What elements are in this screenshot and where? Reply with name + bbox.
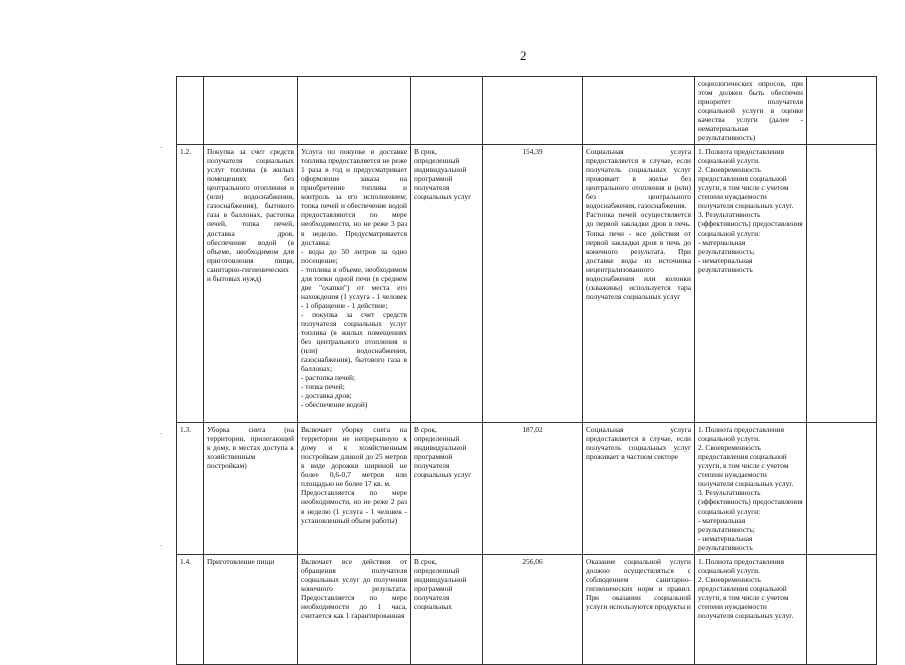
service-description: Включает все действия от обращения получателя социальных услуг до получения конечного результата. Предоставляется по мере необходимости до 1 часа, считается как 1 гарантированная — [298, 554, 411, 664]
service-term: В срок, определенный индивидуальной программой получателя социальных услуг — [411, 423, 483, 554]
table-row — [177, 77, 877, 145]
service-term: В срок, определенный индивидуальной программой получателя социальных — [411, 554, 483, 664]
empty-cell — [807, 77, 877, 145]
row-number — [177, 77, 204, 145]
row-number: 1.2. — [177, 145, 204, 423]
table-row — [177, 554, 877, 664]
service-conditions: Оказание социальной услуги должно осуществляться с соблюдением санитарно-гигиенических норм и правил. При оказании социальной услуги используются продукты и — [583, 554, 695, 664]
row-number: 1.4. — [177, 554, 204, 664]
row-number: 1.3. — [177, 423, 204, 554]
margin-mark: - — [160, 429, 163, 437]
service-price: 187,02 — [483, 423, 583, 554]
service-name: Покупка за счет средств получателя социальных услуг топлива (в жилых помещениях без центрального отопления и (или) водоснабжения, газоснабжения), бытового газа в баллонах, растопка печей, топка печей, доставка дров, обеспечение водой (в объеме, необходимом для приготовления пищи, санитарно-гигиенических и бытовых нужд) — [204, 145, 298, 423]
service-price: 154,39 — [483, 145, 583, 423]
page-number: 2 — [520, 48, 527, 63]
service-price: 256,06 — [483, 554, 583, 664]
service-quality: 1. Полнота предоставления социальной услуги. 2. Своевременность предоставления социальной услуги, в том числе с учетом степени нуждаемости получателя социальных услуг. 3. Результативность (эффективность) предоставления социальной услуги: - материальная результативность; - нематериальная результативность — [695, 145, 807, 423]
service-quality: социологических опросов, при этом должен быть обеспечен приоритет получателя социальной услуги в оценке качества услуги (далее - нематериальная результативность) — [695, 77, 807, 145]
service-term: В срок, определенный индивидуальной программой получателя социальных услуг — [411, 145, 483, 423]
service-description — [298, 77, 411, 145]
empty-cell — [807, 145, 877, 423]
service-term — [411, 77, 483, 145]
service-description: Включает уборку снега на территории не непрерывную к дому и к хозяйственным постройкам длиной до 25 метров в виде дорожки шириной не более 0,6-0,7 метров или площадью не более 17 кв. м. Предоставляется по мере необходимости, но не реже 2 раз в неделю (1 услуга - 1 человек - установленный объем работы) — [298, 423, 411, 554]
service-quality: 1. Полнота предоставления социальной услуги. 2. Своевременность предоставления социальной услуги, в том числе с учетом степени нуждаемости получателя социальных услуг. 3. Результативность (эффективность) предоставления социальной услуги: - материальная результативность; - нематериальная результативность — [695, 423, 807, 554]
services-table — [176, 76, 877, 665]
margin-mark: - — [160, 541, 163, 549]
service-conditions: Социальная услуга предоставляется в случае, если получатель социальных услуг проживает в частном секторе — [583, 423, 695, 554]
service-price — [483, 77, 583, 145]
service-conditions: Социальная услуга предоставляется в случае, если получатель социальных услуг проживает в жилье без центрального отопления и (или) без центрального водоснабжения, газоснабжения. Растопка печей осуществляется до первой закладки дров в печь. Топка печи - все действия от первой закладки дров в печь до конечного результата. При доставке воды из источника нецентрализованного водоснабжения или колонки (скважины) используется тара получателя социальных услуг — [583, 145, 695, 423]
table-row — [177, 145, 877, 423]
service-description: Услуга по покупке и доставке топлива предоставляется не реже 1 раза в год и предусматривает оформление заказа на приобретение топлива и контроль за его исполнением; топка печей и обеспечение водой предоставляются по мере необходимости, но не реже 3 раз в неделю. Предусматривается доставка: - воды до 50 литров за одно посещение; - топлива в объеме, необходимом для топки одной печи (в среднем две "охапки") от места его нахождения (1 услуга - 1 человек - 1 обращение - 1 действие; - покупка за счет средств получателя социальных услуг топлива (в жилых помещениях без центрального отопления и (или) водоснабжения, газоснабжения), бытового газа в баллонах; - растопка печей; - топка печей; - доставка дров; - обеспечение водой) — [298, 145, 411, 423]
service-name: Приготовление пищи — [204, 554, 298, 664]
service-name — [204, 77, 298, 145]
empty-cell — [807, 554, 877, 664]
service-conditions — [583, 77, 695, 145]
table-row — [177, 423, 877, 554]
margin-mark: - — [160, 143, 163, 151]
service-name: Уборка снега (на территории, прилегающей к дому, в местах доступа к хозяйственным постройкам) — [204, 423, 298, 554]
service-quality: 1. Полнота предоставления социальной услуги. 2. Своевременность предоставления социальной услуги, в том числе с учетом степени нуждаемости получателя социальных услуг. — [695, 554, 807, 664]
empty-cell — [807, 423, 877, 554]
